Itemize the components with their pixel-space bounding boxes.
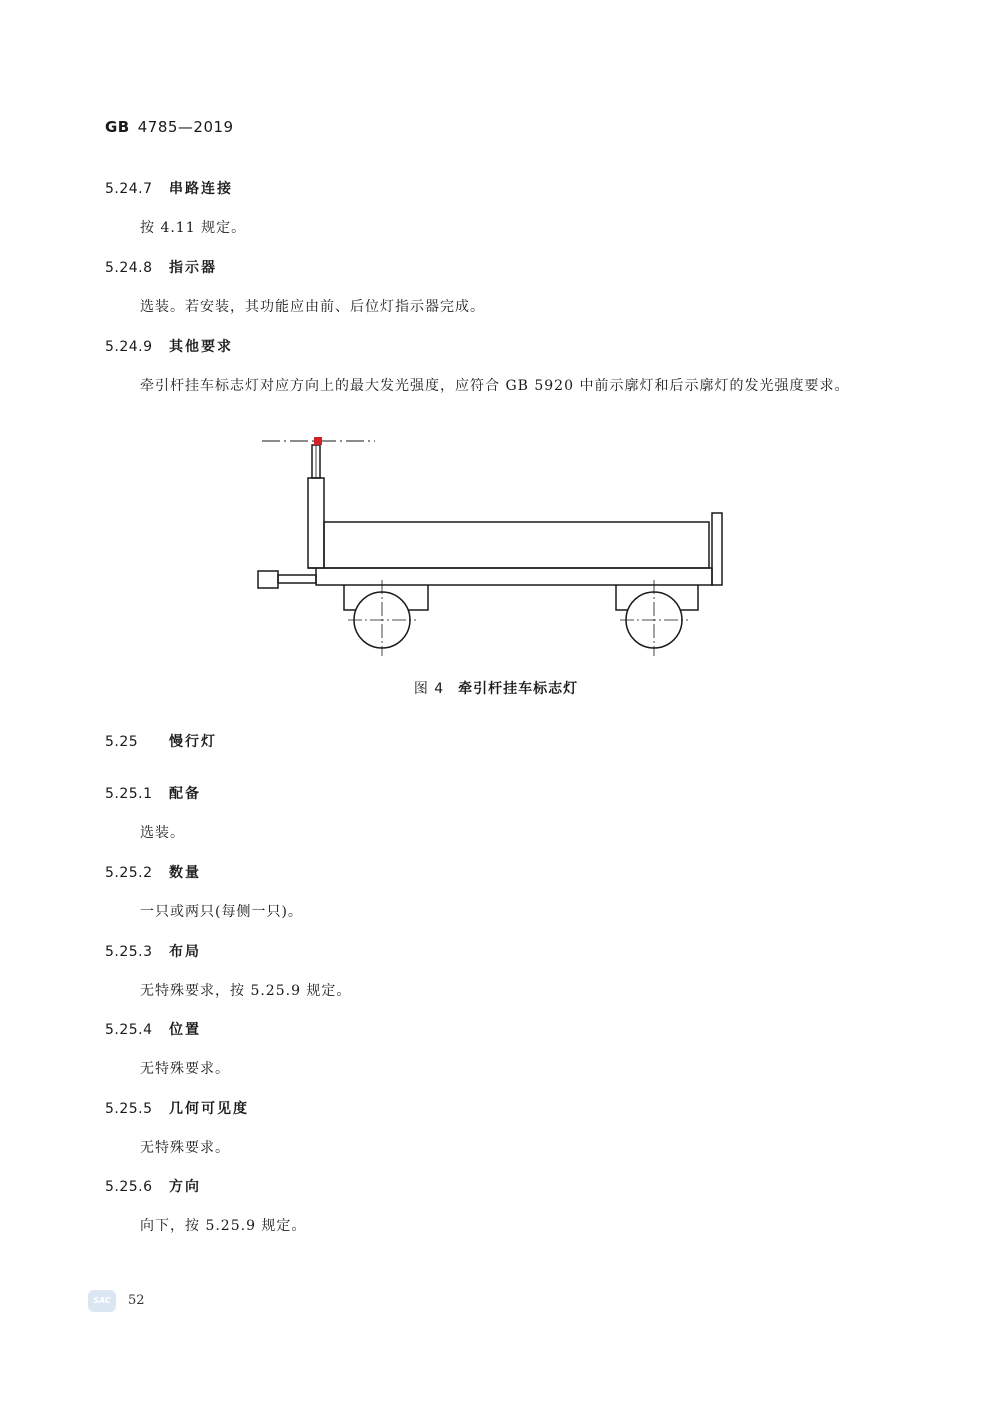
section-heading <box>105 783 201 803</box>
rear-post <box>712 513 722 585</box>
standard-number <box>105 118 234 136</box>
section-heading <box>105 941 201 961</box>
trailer-drawing <box>250 430 730 660</box>
section-heading <box>105 336 233 356</box>
figure-title: 牵引杆挂车标志灯 <box>458 681 579 697</box>
section-number: 5.25.3 <box>105 944 153 960</box>
section-heading <box>105 257 217 277</box>
chassis-frame <box>316 568 712 585</box>
section-body: 向下，按 5.25.9 规定。 <box>140 1218 307 1234</box>
section-heading <box>105 862 201 882</box>
section-number: 5.25 <box>105 734 139 750</box>
section-body-paragraph <box>105 372 885 401</box>
section-number: 5.25.1 <box>105 786 153 802</box>
standard-code: 4785—2019 <box>137 118 234 136</box>
section-heading <box>105 178 233 198</box>
section-number: 5.24.7 <box>105 181 153 197</box>
sac-logo: SAC <box>88 1290 116 1312</box>
section-heading <box>105 1019 201 1039</box>
section-number: 5.25.5 <box>105 1101 153 1117</box>
section-title: 数量 <box>169 865 201 881</box>
marker-lamp <box>314 437 322 445</box>
section-number: 5.25.6 <box>105 1179 153 1195</box>
page-number: 52 <box>128 1293 145 1308</box>
section-body: 选装。 <box>140 825 185 841</box>
section-heading <box>105 731 217 751</box>
drawbar-eye <box>258 571 278 588</box>
section-title: 慢行灯 <box>169 734 217 750</box>
section-body: 一只或两只(每侧一只)。 <box>140 904 303 920</box>
section-body: 选装。若安装，其功能应由前、后位灯指示器完成。 <box>140 299 485 315</box>
drawbar <box>278 575 316 583</box>
section-title: 几何可见度 <box>169 1101 249 1117</box>
section-heading <box>105 1098 249 1118</box>
section-number: 5.24.8 <box>105 260 153 276</box>
section-body: 无特殊要求。 <box>140 1061 230 1077</box>
section-title: 位置 <box>169 1022 201 1038</box>
section-title: 配备 <box>169 786 201 802</box>
standard-prefix: GB <box>105 118 130 136</box>
trailer-figure <box>250 430 730 664</box>
figure-caption <box>0 678 992 698</box>
section-heading <box>105 1176 201 1196</box>
section-title: 布局 <box>169 944 201 960</box>
section-title: 指示器 <box>169 260 217 276</box>
section-body: 牵引杆挂车标志灯对应方向上的最大发光强度，应符合 GB 5920 中前示廓灯和后示廓灯的发光强度要求。 <box>140 378 850 394</box>
section-body: 无特殊要求，按 5.25.9 规定。 <box>140 983 352 999</box>
section-body: 无特殊要求。 <box>140 1140 230 1156</box>
section-number: 5.25.4 <box>105 1022 153 1038</box>
section-title: 其他要求 <box>169 339 233 355</box>
front-stanchion <box>308 478 324 568</box>
section-title: 方向 <box>169 1179 201 1195</box>
section-body: 按 4.11 规定。 <box>140 220 247 236</box>
figure-label: 图 4 <box>413 681 445 697</box>
section-number: 5.24.9 <box>105 339 153 355</box>
cargo-body <box>324 522 709 568</box>
section-number: 5.25.2 <box>105 865 153 881</box>
section-title: 串路连接 <box>169 181 233 197</box>
